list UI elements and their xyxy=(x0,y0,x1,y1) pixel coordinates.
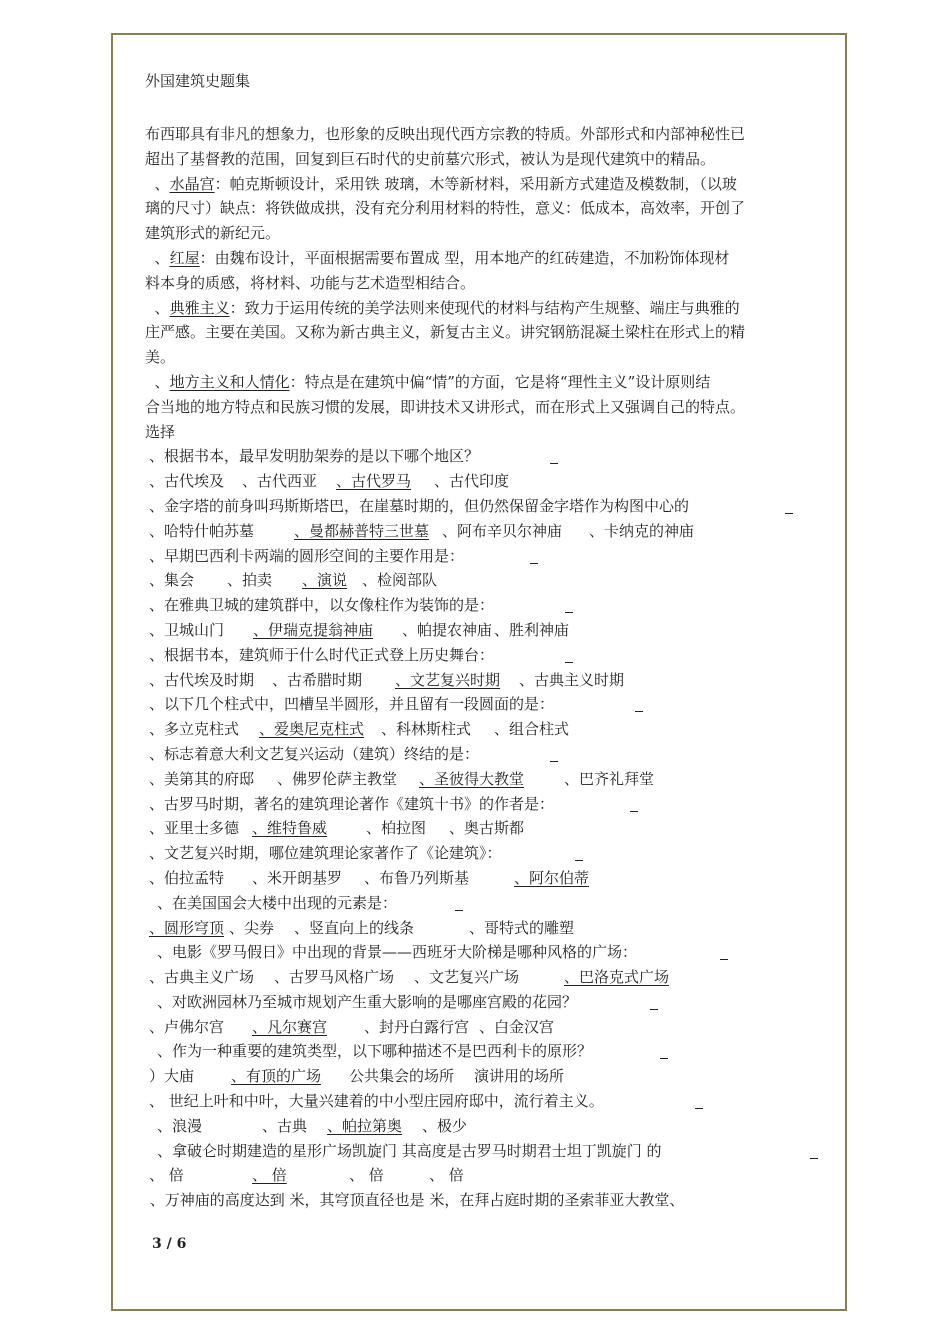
option: 、科林斯柱式 xyxy=(381,720,472,739)
option-row xyxy=(145,1064,815,1089)
term-prefix: 、 xyxy=(154,298,170,317)
option: 、浪漫 xyxy=(157,1116,203,1135)
question-text: 、电影《罗马假日》中出现的背景——西班牙大阶梯是哪种风格的广场： xyxy=(157,943,638,962)
option: 、哥特式的雕塑 xyxy=(469,918,575,937)
option: 、古代印度 xyxy=(434,472,510,491)
option: 公共集会的场所 xyxy=(349,1067,455,1086)
option-correct: 、帕拉第奥 xyxy=(327,1116,403,1135)
option-correct: 、 倍 xyxy=(252,1166,287,1185)
option: 演讲用的场所 xyxy=(474,1067,565,1086)
option: 、美第其的府邸 xyxy=(149,769,255,788)
last-question-line: 、万神庙的高度达到 米，其穹顶直径也是 米，在拜占庭时期的圣索菲亚大教堂、 xyxy=(149,1191,685,1210)
option: 、佛罗伦萨主教堂 xyxy=(277,769,398,788)
answer-blank[interactable] xyxy=(565,599,573,613)
option: 、 倍 xyxy=(349,1166,384,1185)
term-text: ：帕克斯顿设计，采用铁 玻璃，木等新材料，采用新方式建造及模数制，（以玻 xyxy=(214,174,737,193)
option: 、阿布辛贝尔神庙 xyxy=(442,521,563,540)
option-correct: 、有顶的广场 xyxy=(231,1067,322,1086)
option-correct: 、文艺复兴时期 xyxy=(395,670,501,689)
question-stem xyxy=(145,544,815,569)
question-text: 、根据书本，最早发明肋架券的是以下哪个地区？ xyxy=(149,447,480,466)
term-text-line: 庄严感。主要在美国。又称为新古典主义，新复古主义。讲究钢筋混凝土梁柱在形式上的精 xyxy=(145,323,746,342)
option: 、 倍 xyxy=(149,1166,184,1185)
question-text: 、金字塔的前身叫玛斯斯塔巴，在崖墓时期的，但仍然保留金字塔作为构图中心的 xyxy=(149,496,690,515)
answer-blank[interactable] xyxy=(720,946,728,960)
answer-blank[interactable] xyxy=(530,550,538,564)
option: 、胜利神庙 xyxy=(494,620,570,639)
answer-blank[interactable] xyxy=(550,748,558,762)
option-correct: 、演说 xyxy=(302,571,348,590)
question-list xyxy=(145,444,815,1188)
answer-blank[interactable] xyxy=(565,649,573,663)
question-stem xyxy=(145,494,815,519)
answer-blank[interactable] xyxy=(785,500,793,514)
question-stem xyxy=(145,1039,815,1064)
option-correct: 、维特鲁威 xyxy=(252,819,328,838)
term-red-house xyxy=(145,246,815,271)
term-prefix: 、 xyxy=(154,248,170,267)
answer-blank[interactable] xyxy=(455,897,463,911)
question-stem xyxy=(145,891,815,916)
option: 、多立克柱式 xyxy=(149,720,240,739)
question-text: 、文艺复兴时期，哪位建筑理论家著作了《论建筑》： xyxy=(149,844,502,863)
question-text: 、根据书本，建筑师于什么时代正式登上历史舞台： xyxy=(149,645,495,664)
option-row xyxy=(145,519,815,544)
option: 、尖券 xyxy=(229,918,275,937)
option: 、奥古斯都 xyxy=(449,819,525,838)
question-stem xyxy=(145,643,815,668)
option: 、帕提农神庙 xyxy=(402,620,493,639)
term-text-line: 合当地的地方特点和民族习惯的发展，即讲技术又讲形式，而在形式上又强调自己的特点。 xyxy=(145,397,746,416)
term-crystal-palace xyxy=(145,172,815,197)
answer-blank[interactable] xyxy=(695,1095,703,1109)
term-localism xyxy=(145,370,815,395)
section-heading: 选择 xyxy=(145,422,176,441)
option-correct: 、爱奥尼克柱式 xyxy=(259,720,365,739)
answer-blank[interactable] xyxy=(635,698,643,712)
option: 、检阅部队 xyxy=(362,571,438,590)
answer-blank[interactable] xyxy=(630,798,638,812)
question-stem xyxy=(145,593,815,618)
option-correct: 、圆形穹顶 xyxy=(149,918,225,937)
option: 、文艺复兴广场 xyxy=(414,968,520,987)
option: 、巴齐礼拜堂 xyxy=(564,769,655,788)
document-body xyxy=(145,122,815,1213)
question-text: 、早期巴西利卡两端的圆形空间的主要作用是： xyxy=(149,546,465,565)
term-text-line: 美。 xyxy=(145,348,176,367)
answer-blank[interactable] xyxy=(550,450,558,464)
answer-blank[interactable] xyxy=(575,847,583,861)
option: 、白金汉宫 xyxy=(479,1017,555,1036)
option-correct: 、阿尔伯蒂 xyxy=(514,868,590,887)
question-text: 、古罗马时期，著名的建筑理论著作《建筑十书》的作者是： xyxy=(149,794,555,813)
option: 、布鲁乃列斯基 xyxy=(364,868,470,887)
answer-blank[interactable] xyxy=(810,1145,818,1159)
option: 、古代埃及 xyxy=(149,472,225,491)
option: 、哈特什帕苏墓 xyxy=(149,521,255,540)
term-elegant xyxy=(145,296,815,321)
option: 、米开朗基罗 xyxy=(252,868,343,887)
option: 、竖直向上的线条 xyxy=(294,918,415,937)
option-correct: 、古代罗马 xyxy=(336,472,412,491)
option: 、集会 xyxy=(149,571,195,590)
question-text: 、对欧洲园林乃至城市规划产生重大影响的是哪座宫殿的花园？ xyxy=(157,992,578,1011)
term-text: ：致力于运用传统的美学法则来使现代的材料与结构产生规整、端庄与典雅的 xyxy=(229,298,740,317)
question-text: 、以下几个柱式中，凹槽呈半圆形，并且留有一段圆面的是： xyxy=(149,695,555,714)
option: 、拍卖 xyxy=(227,571,273,590)
option: 、卢佛尔宫 xyxy=(149,1017,225,1036)
term-text-line: 建筑形式的新纪元。 xyxy=(145,224,281,243)
intro-line-1: 布西耶具有非凡的想象力，也形象的反映出现代西方宗教的特质。外部形式和内部神秘性已 xyxy=(145,125,746,143)
question-text: 、 世纪上叶和中叶，大量兴建着的中小型庄园府邸中，流行着主义。 xyxy=(149,1092,604,1111)
option: 、封丹白露行宫 xyxy=(364,1017,470,1036)
term-text: ：特点是在建筑中偏“情”的方面，它是将“理性主义”设计原则结 xyxy=(289,372,711,391)
question-text: 、标志着意大利文艺复兴运动（建筑）终结的是： xyxy=(149,744,480,763)
term-title: 红屋 xyxy=(169,248,200,267)
term-prefix: 、 xyxy=(154,174,170,193)
option-row xyxy=(145,816,815,841)
question-stem xyxy=(145,444,815,469)
option-correct: 、凡尔赛宫 xyxy=(252,1017,328,1036)
term-title: 典雅主义 xyxy=(169,298,230,317)
question-stem xyxy=(145,1089,815,1114)
option: 、古希腊时期 xyxy=(272,670,363,689)
option-correct: 、伊瑞克提翁神庙 xyxy=(253,620,374,639)
option-row xyxy=(145,965,815,990)
option-row xyxy=(145,668,815,693)
option-row xyxy=(145,767,815,792)
option: 、 倍 xyxy=(429,1166,464,1185)
option: 、组合柱式 xyxy=(494,720,570,739)
option-correct: 、巴洛克式广场 xyxy=(564,968,670,987)
option: 、伯拉孟特 xyxy=(149,868,225,887)
option: 、卡纳克的神庙 xyxy=(589,521,695,540)
option-row xyxy=(145,469,815,494)
question-stem xyxy=(145,692,815,717)
option-row xyxy=(145,916,815,941)
option: 、柏拉图 xyxy=(366,819,427,838)
answer-blank[interactable] xyxy=(660,1045,668,1059)
question-text: 、拿破仑时期建造的星形广场凯旋门 其高度是古罗马时期君士坦丁凯旋门 的 xyxy=(157,1141,662,1160)
intro-line-2: 超出了基督教的范围，回复到巨石时代的史前墓穴形式，被认为是现代建筑中的精品。 xyxy=(145,149,716,168)
term-text-line: 璃的尺寸）缺点：将铁做成拱，没有充分利用材料的特性，意义：低成本，高效率，开创了 xyxy=(145,199,746,218)
option-correct: 、圣彼得大教堂 xyxy=(419,769,525,788)
option: 、亚里士多德 xyxy=(149,819,240,838)
question-text: 、作为一种重要的建筑类型，以下哪种描述不是巴西利卡的原形？ xyxy=(157,1042,593,1061)
page-number: 3 / 6 xyxy=(152,1236,187,1252)
option-row xyxy=(145,717,815,742)
option-correct: 、曼都赫普特三世墓 xyxy=(294,521,430,540)
option: 、古代埃及时期 xyxy=(149,670,255,689)
question-stem xyxy=(145,742,815,767)
question-text: 、在美国国会大楼中出现的元素是： xyxy=(157,893,398,912)
question-stem xyxy=(145,990,815,1015)
page-header: 外国建筑史题集 xyxy=(145,72,251,90)
option: ）大庙 xyxy=(149,1067,195,1086)
term-title: 地方主义和人情化 xyxy=(169,372,290,391)
answer-blank[interactable] xyxy=(650,996,658,1010)
option-row xyxy=(145,1015,815,1040)
option: 、古代西亚 xyxy=(242,472,318,491)
option-row xyxy=(145,866,815,891)
option: 、卫城山门 xyxy=(149,620,225,639)
option: 、极少 xyxy=(422,1116,468,1135)
option: 、古典 xyxy=(262,1116,308,1135)
option-row xyxy=(145,568,815,593)
option: 、古罗马风格广场 xyxy=(274,968,395,987)
option: 、古典主义时期 xyxy=(519,670,625,689)
question-stem xyxy=(145,841,815,866)
question-text: 、在雅典卫城的建筑群中，以女像柱作为装饰的是： xyxy=(149,596,495,615)
term-title: 水晶宫 xyxy=(169,174,215,193)
question-stem xyxy=(145,792,815,817)
term-text-line: 料本身的质感，将材料、功能与艺术造型相结合。 xyxy=(145,273,476,292)
question-stem xyxy=(145,940,815,965)
option: 、古典主义广场 xyxy=(149,968,255,987)
option-row xyxy=(145,618,815,643)
term-prefix: 、 xyxy=(154,372,170,391)
question-stem xyxy=(145,1139,815,1164)
option-row xyxy=(145,1163,815,1188)
option-row xyxy=(145,1114,815,1139)
term-text: ：由魏布设计，平面根据需要布置成 型，用本地产的红砖建造，不加粉饰体现材 xyxy=(199,248,730,267)
